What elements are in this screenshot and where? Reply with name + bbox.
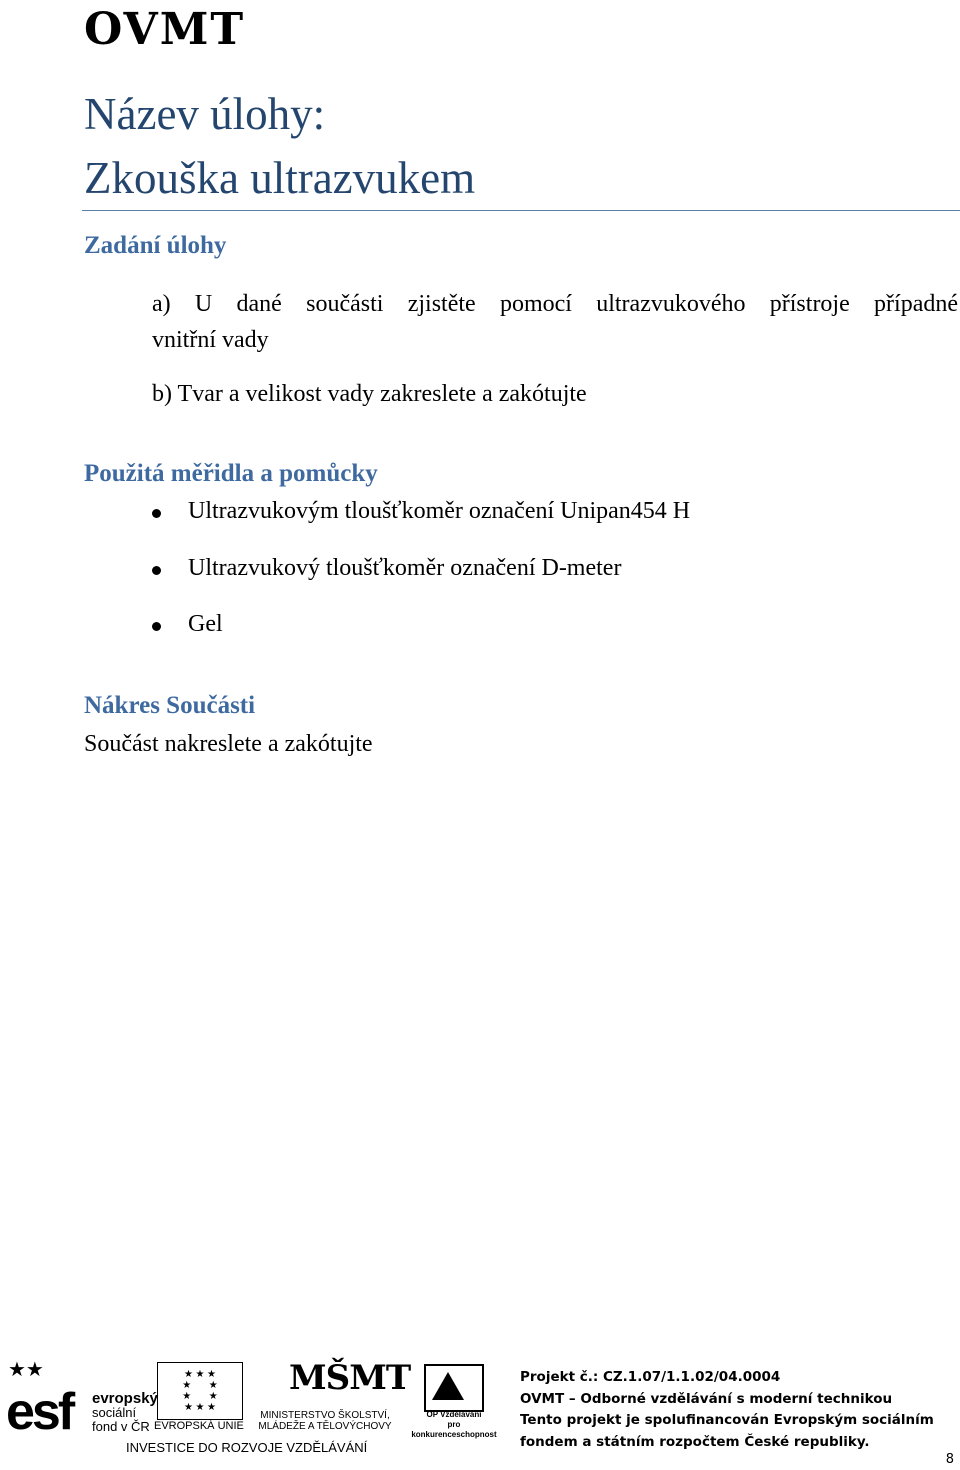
msmt-caption: MINISTERSTVO ŠKOLSTVÍ, MLÁDEŽE A TĚLOVÝCHOVY	[258, 1410, 392, 1432]
esf-logo: esf	[6, 1383, 73, 1441]
footer-logos	[4, 1356, 504, 1461]
heading-meridla: Použitá měřidla a pomůcky	[84, 460, 378, 487]
bullet-icon	[152, 566, 161, 575]
msmt-logo: MŠMT	[289, 1358, 411, 1398]
page-number: 8	[945, 1452, 954, 1467]
list-item-text: Ultrazvukový tloušťkoměr označení D-meter	[188, 555, 622, 581]
heading-zadani: Zadání úlohy	[84, 232, 227, 259]
task-a-line-1: a) U dané součásti zjistěte pomocí ultrazvukového přístroje případné	[152, 291, 958, 317]
funding-line-2: fondem a státním rozpočtem České republiky.	[520, 1433, 870, 1450]
funding-line-1: Tento projekt je spolufinancován Evropským sociálním	[520, 1412, 934, 1428]
page-title	[84, 82, 475, 210]
eu-label: EVROPSKÁ UNIE	[154, 1420, 244, 1432]
bullet-icon	[152, 509, 161, 518]
title-line-1: Název úlohy:	[84, 89, 326, 139]
esf-caption: evropský sociální fond v ČR	[92, 1390, 158, 1434]
heading-nakres: Nákres Součásti	[84, 692, 256, 719]
bullet-icon	[152, 622, 161, 631]
esf-stars-icon: ★★	[8, 1359, 44, 1381]
nakres-instruction: Součást nakreslete a zakótujte	[84, 731, 373, 757]
op-caption: OP Vzdělávání pro konkurenceschopnost	[411, 1410, 497, 1439]
project-info	[520, 1367, 940, 1453]
invest-banner: INVESTICE DO ROZVOJE VZDĚLÁVÁNÍ	[126, 1440, 368, 1455]
task-a-line-2: vnitřní vady	[152, 327, 269, 353]
project-number: Projekt č.: CZ.1.07/1.1.02/04.0004	[520, 1369, 781, 1385]
task-b: b) Tvar a velikost vady zakreslete a zakótujte	[152, 381, 587, 407]
op-vzdelavani-icon	[424, 1364, 484, 1412]
title-line-2: Zkouška ultrazvukem	[84, 153, 476, 203]
eu-flag-icon: ★ ★ ★ ★ ★ ★ ★ ★ ★ ★	[157, 1362, 243, 1420]
title-divider	[82, 210, 960, 211]
list-item-text: Gel	[188, 611, 223, 637]
project-name: OVMT – Odborné vzdělávání s moderní technikou	[520, 1390, 893, 1407]
list-item-text: Ultrazvukovým tloušťkoměr označení Unipan454 H	[188, 498, 691, 524]
ovmt-logo: OVMT	[84, 4, 246, 55]
